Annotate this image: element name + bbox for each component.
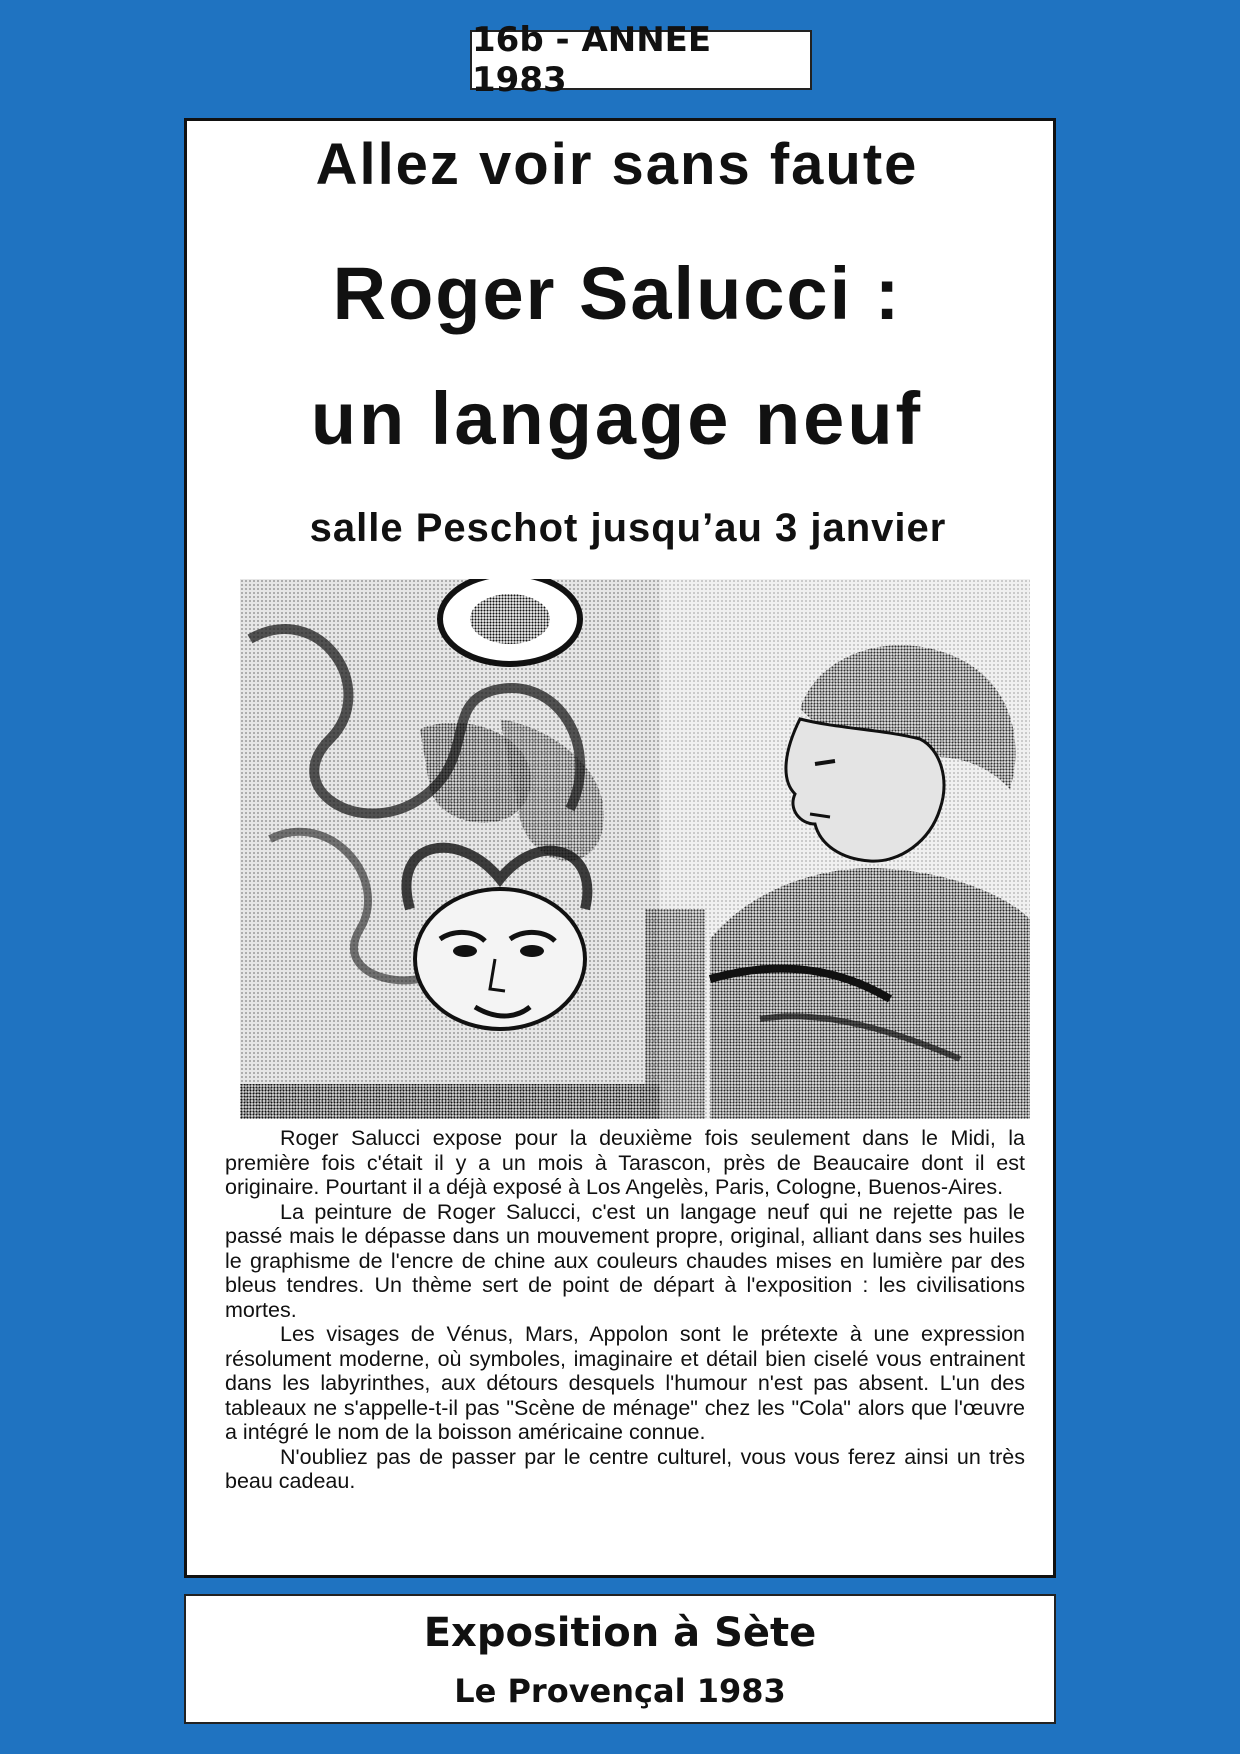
article-photo [240, 579, 1030, 1119]
article-paragraph-2: La peinture de Roger Salucci, c'est un langage neuf qui ne rejette pas le passé mais le dépasse dans un mouvement propre, original, alliant dans ses huiles le graphisme de l'encre de chine aux couleurs chaudes mises en lumière par des bleus tendres. Un thème sert de point de départ à l'exposition : les civilisations mortes. [225, 1199, 1025, 1322]
article-paragraph-4: N'oubliez pas de passer par le centre culturel, vous vous ferez ainsi un très beau cadeau. [225, 1444, 1025, 1493]
article-body [225, 1126, 1025, 1494]
photo-artist-with-painting-illustration [240, 579, 1030, 1119]
article-paragraph-3: Les visages de Vénus, Mars, Appolon sont le prétexte à une expression résolument moderne, où symboles, imaginaire et détail bien ciselé vous entrainent dans les labyrinthes, aux détours desquels l'humour n'est pas absent. L'un des tableaux ne s'appelle-t-il pas "Scène de ménage" chez les "Cola" alors que l'œuvre a intégré le nom de la boisson américaine connue. [225, 1322, 1025, 1444]
exhibition-subhead: salle Peschot jusqu’au 3 janvier [309, 506, 947, 550]
headline-line-3: un langage neuf [310, 377, 924, 460]
headline-line-2: Roger Salucci : [332, 252, 902, 335]
article-paragraph-1: Roger Salucci expose pour la deuxième fois seulement dans le Midi, la première fois c'était il y a un mois à Tarascon, près de Beaucaire dont il est originaire. Pourtant il a déjà exposé à Los Angelès, Paris, Cologne, Buenos-Aires. [225, 1126, 1025, 1199]
newspaper-clipping [184, 118, 1056, 1578]
caption-title: Exposition à Sète [423, 1610, 817, 1656]
caption-source: Le Provençal 1983 [454, 1672, 786, 1710]
caption-box [184, 1594, 1056, 1724]
page-label: 16b - ANNEE 1983 [470, 30, 812, 90]
headline-line-1: Allez voir sans faute [315, 132, 919, 197]
